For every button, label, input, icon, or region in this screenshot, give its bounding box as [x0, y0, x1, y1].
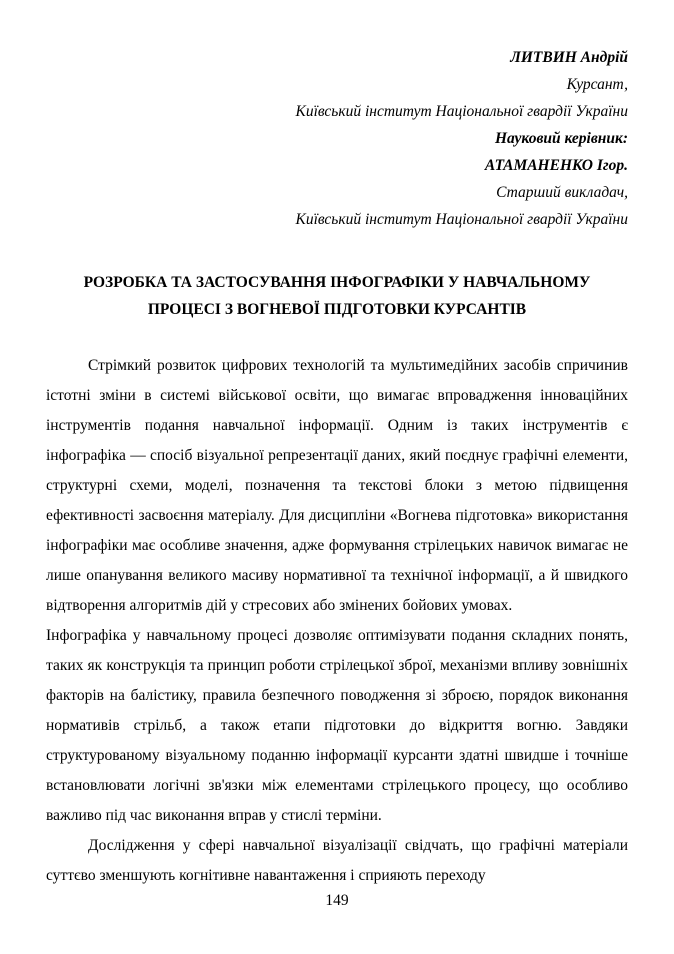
page-title-line-1: РОЗРОБКА ТА ЗАСТОСУВАННЯ ІНФОГРАФІКИ У НАВЧАЛЬНОМУ	[83, 274, 591, 291]
supervisor-rank: Старший викладач,	[496, 184, 628, 201]
paragraph: Стрімкий розвиток цифрових технологій та мультимедійних засобів спричинив істотні зміни в системі військової освіти, що вимагає впровадження інноваційних інструментів подання навчальної інформації. Одним із таких інструментів є інфографіка — спосіб візуальної репрезентації даних, який поєднує графічні елементи, структурні схеми, моделі, позначення та текстові блоки з метою підвищення ефективності засвоєння матеріалу. Для дисципліни «Вогнева підготовка» використання інфографіки має особливе значення, адже формування стрілецьких навичок вимагає не лише опанування великого масиву нормативної та технічної інформації, а й швидкого відтворення алгоритмів дій у стресових або змінених бойових умовах.	[46, 357, 628, 614]
body-text	[46, 351, 628, 891]
page-title-line-2: ПРОЦЕСІ З ВОГНЕВОЇ ПІДГОТОВКИ КУРСАНТІВ	[147, 301, 527, 318]
paragraph: Дослідження у сфері навчальної візуалізації свідчать, що графічні матеріали суттєво зменшують когнітивне навантаження і сприяють переходу	[46, 837, 628, 884]
supervisor-affiliation: Київський інститут Національної гвардії України	[295, 211, 628, 228]
author-rank: Курсант,	[566, 76, 628, 93]
author-affiliation: Київський інститут Національної гвардії України	[295, 103, 628, 120]
supervisor-name: АТАМАНЕНКО Ігор.	[484, 157, 628, 174]
authors-block	[46, 44, 628, 233]
author-name: ЛИТВИН Андрій	[510, 49, 628, 66]
page-title	[46, 269, 628, 323]
page-number: 149	[325, 892, 349, 909]
paragraph: Інфографіка у навчальному процесі дозволяє оптимізувати подання складних понять, таких як конструкція та принцип роботи стрілецької зброї, механізми впливу зовнішніх факторів на балістику, правила безпечного поводження зі зброєю, порядок виконання нормативів стрільб, а також етапи підготовки до відкриття вогню. Завдяки структурованому візуальному поданню інформації курсанти здатні швидше і точніше встановлювати логічні зв'язки між елементами стрілецького процесу, що особливо важливо під час виконання вправ у стислі терміни.	[46, 627, 628, 824]
supervisor-label: Науковий керівник:	[494, 130, 628, 147]
